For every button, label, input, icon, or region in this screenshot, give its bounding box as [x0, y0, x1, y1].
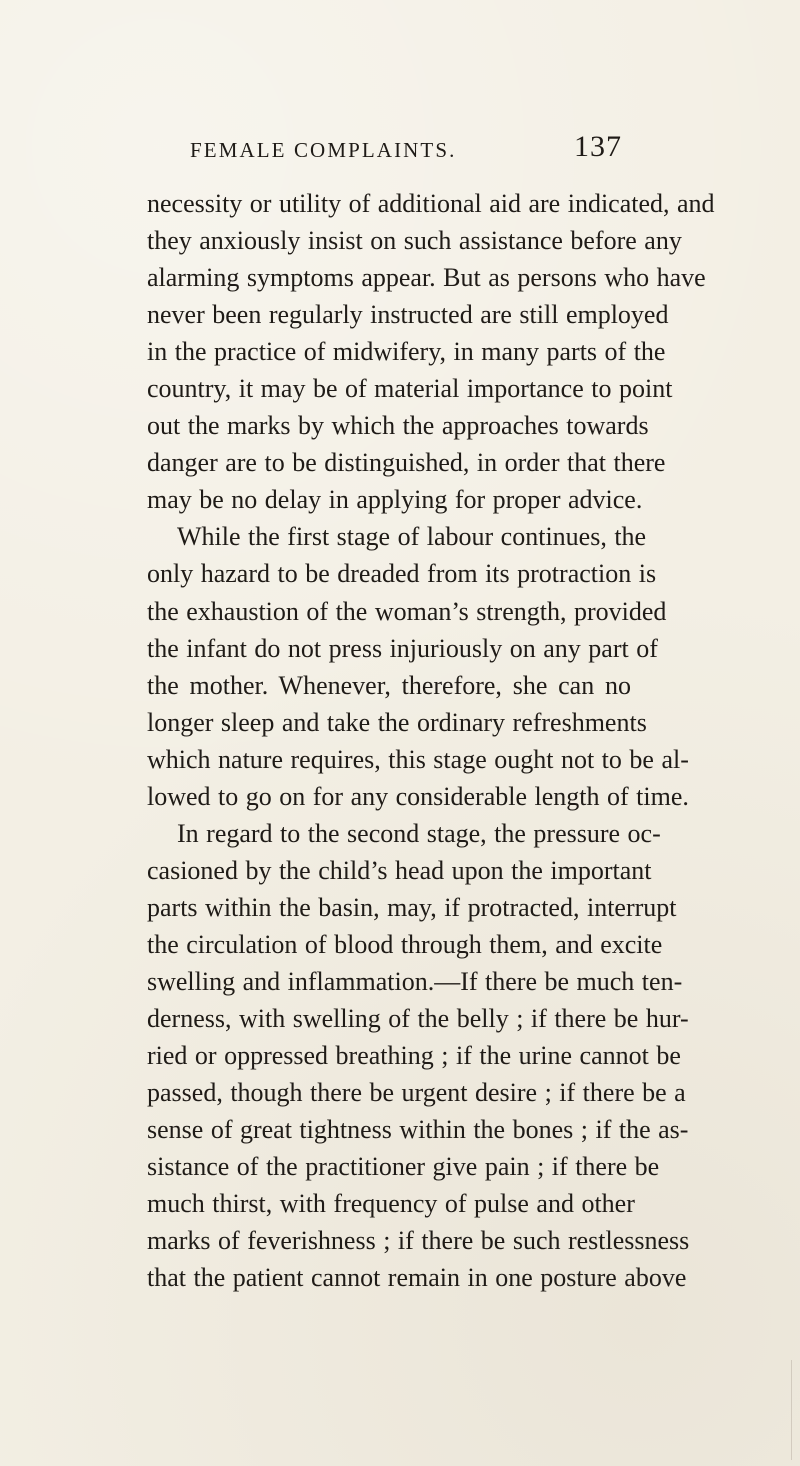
text-line: in the practice of midwifery, in many parts of the — [147, 337, 666, 367]
text-line: parts within the basin, may, if protracted, interrupt — [147, 892, 677, 922]
text-line: sense of great tightness within the bones ; if the as- — [147, 1115, 689, 1145]
text-line: ried or oppressed breathing ; if the urine cannot be — [147, 1041, 681, 1071]
body-text — [147, 185, 715, 1415]
text-line: derness, with swelling of the belly ; if there be hur- — [147, 1004, 689, 1034]
text-line: alarming symptoms appear. But as persons who have — [147, 263, 706, 293]
text-line: the circulation of blood through them, and excite — [147, 929, 663, 959]
running-head: FEMALE COMPLAINTS. — [190, 138, 457, 162]
text-line: marks of feverishness ; if there be such restlessness — [147, 1226, 690, 1256]
text-line: may be no delay in applying for proper advice. — [147, 485, 643, 515]
page-number: 137 — [574, 130, 622, 163]
text-line: passed, though there be urgent desire ; if there be a — [147, 1078, 686, 1108]
text-line: the mother. Whenever, therefore, she can no — [147, 670, 631, 700]
text-line: While the first stage of labour continues, the — [177, 522, 647, 552]
text-line: the exhaustion of the woman’s strength, provided — [147, 596, 667, 626]
text-line: casioned by the child’s head upon the important — [147, 855, 652, 885]
text-line: never been regularly instructed are still employed — [147, 300, 669, 330]
text-line: which nature requires, this stage ought not to be al- — [147, 744, 689, 774]
text-line: that the patient cannot remain in one posture above — [147, 1263, 687, 1293]
text-line: only hazard to be dreaded from its protraction is — [147, 559, 657, 589]
text-line: In regard to the second stage, the pressure oc- — [177, 818, 661, 848]
page-header — [190, 130, 622, 170]
text-line: out the marks by which the approaches towards — [147, 411, 649, 441]
page-edge-mark — [791, 1360, 792, 1460]
text-line: they anxiously insist on such assistance before any — [147, 226, 682, 256]
text-line: country, it may be of material importance to point — [147, 374, 673, 404]
text-line: sistance of the practitioner give pain ; if there be — [147, 1152, 660, 1182]
text-line: swelling and inflammation.—If there be much ten- — [147, 966, 683, 996]
text-line: much thirst, with frequency of pulse and other — [147, 1189, 635, 1219]
text-line: lowed to go on for any considerable length of time. — [147, 781, 689, 811]
text-line: longer sleep and take the ordinary refreshments — [147, 707, 647, 737]
text-line: danger are to be distinguished, in order that there — [147, 448, 666, 478]
text-line: necessity or utility of additional aid are indicated, and — [147, 189, 715, 218]
text-line: the infant do not press injuriously on any part of — [147, 633, 658, 663]
